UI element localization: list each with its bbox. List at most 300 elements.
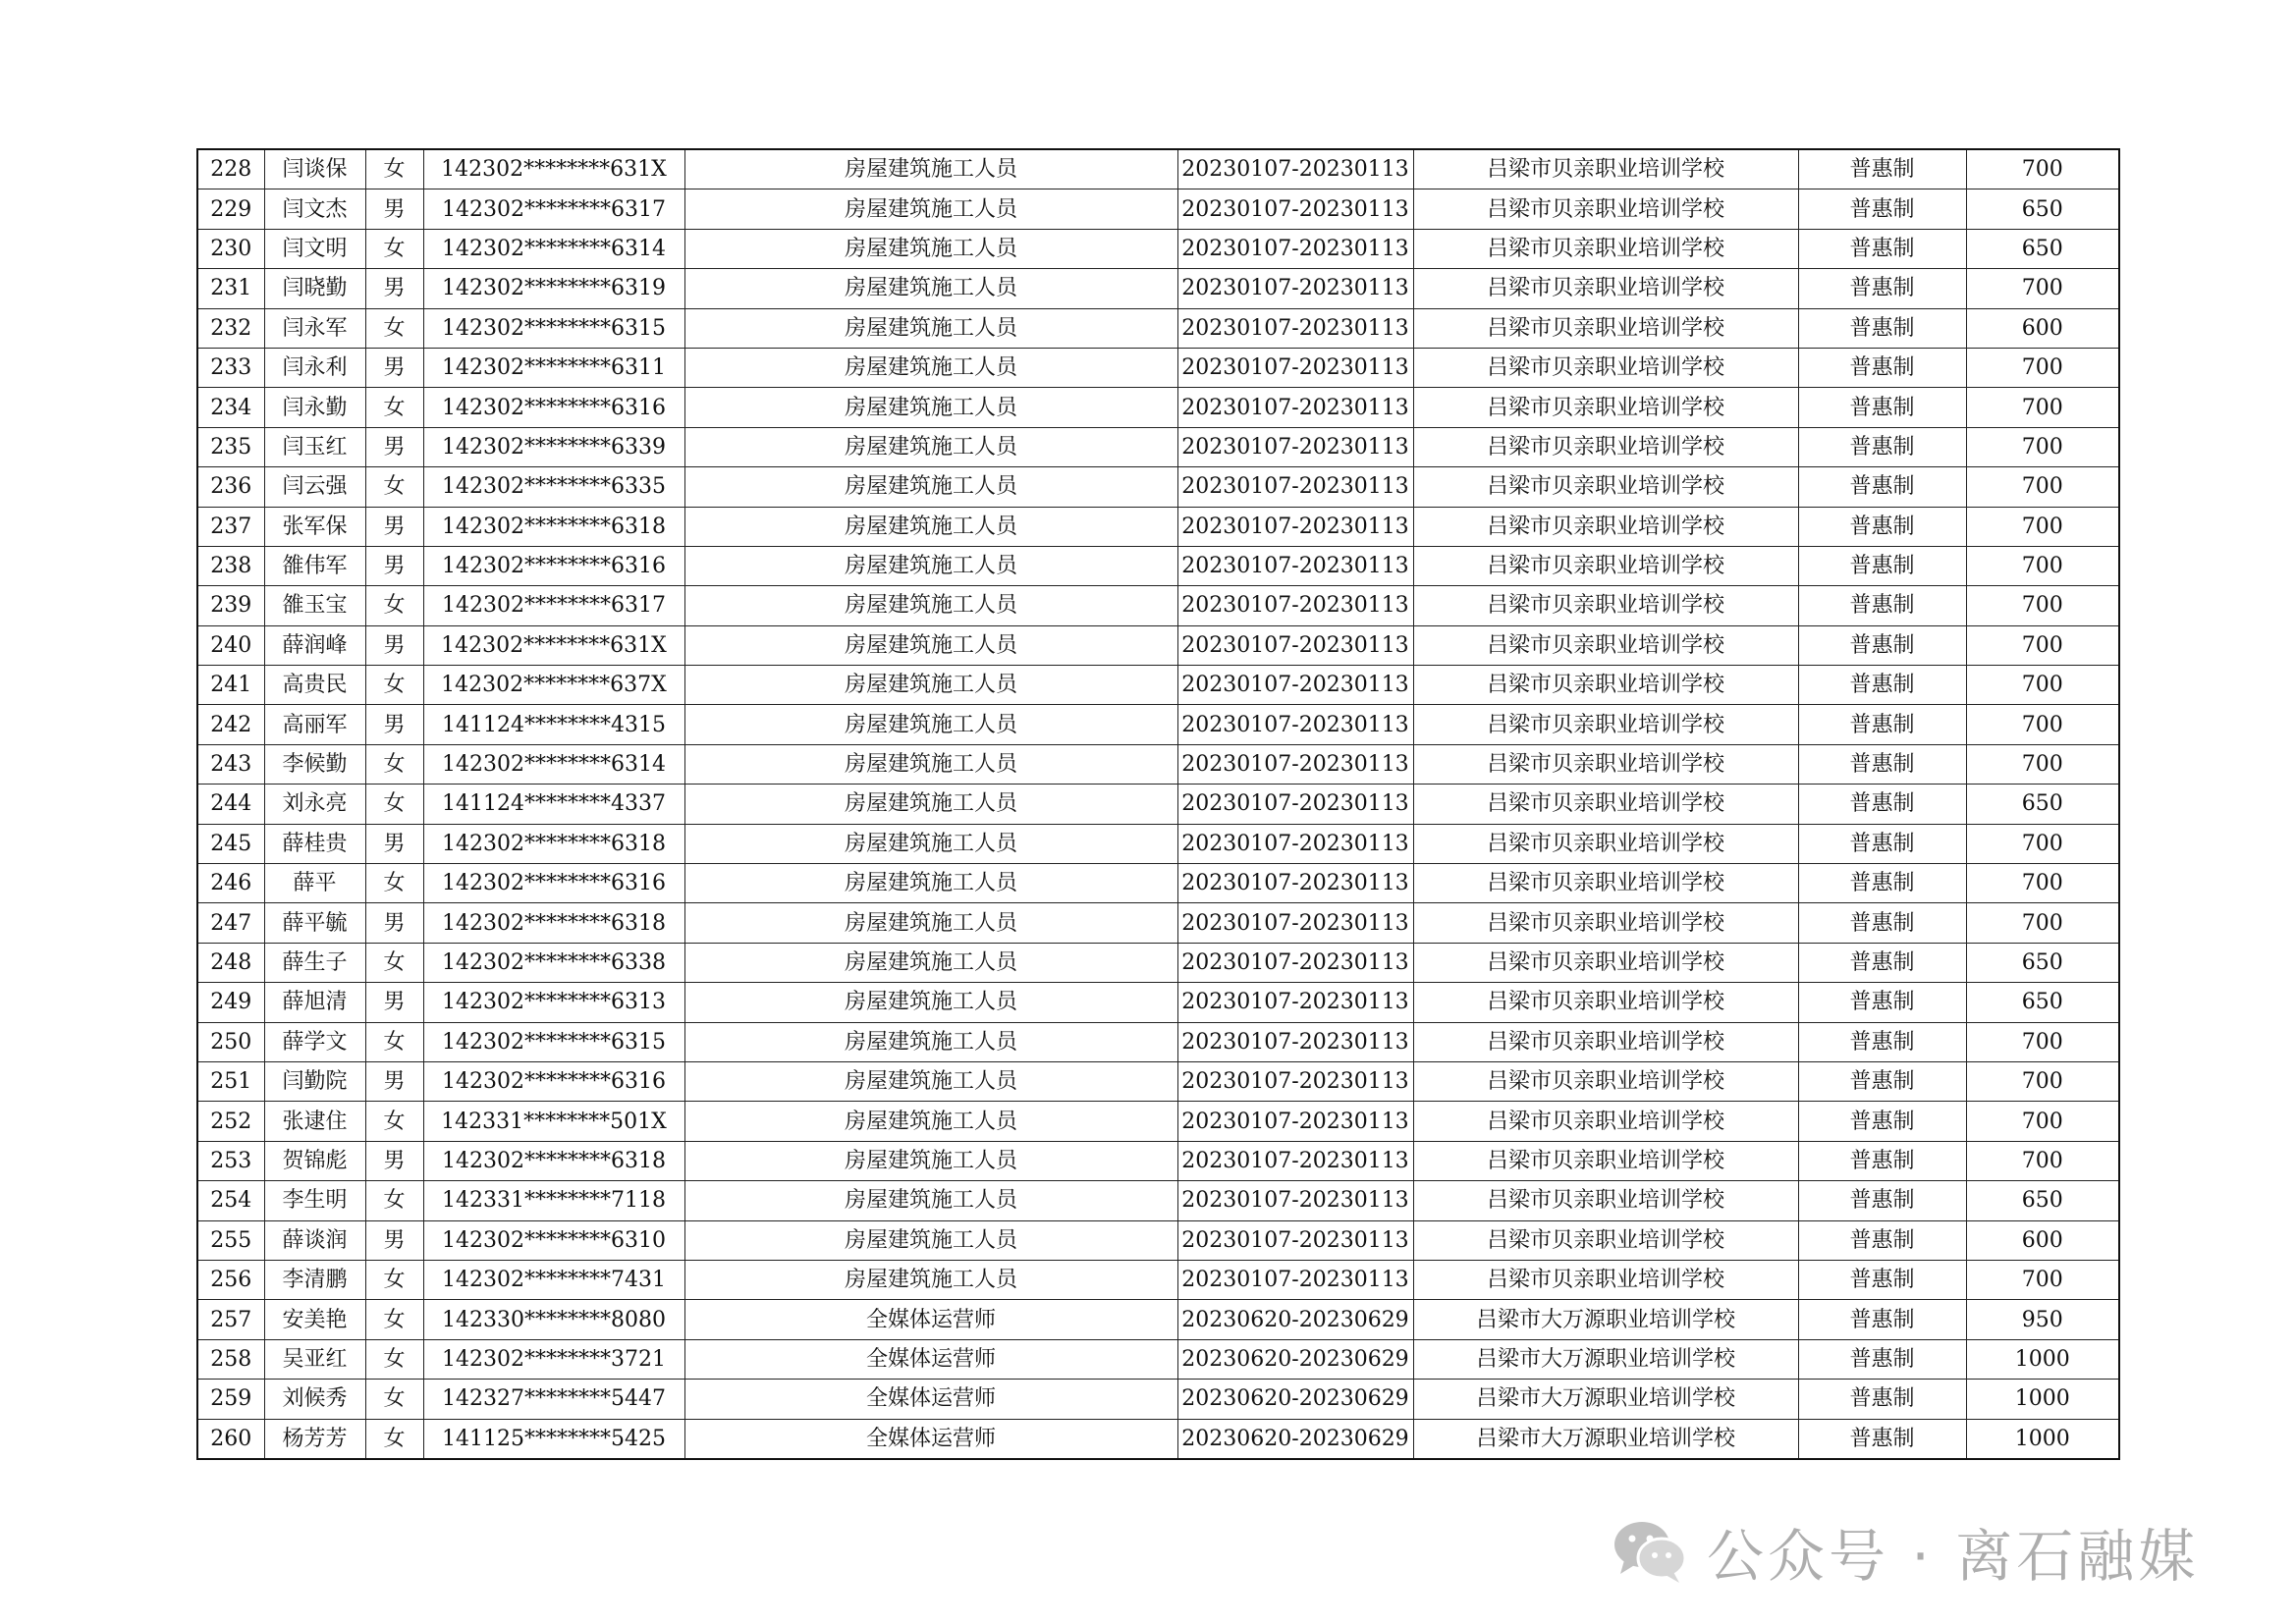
row-number-cell: 230 [197,229,264,268]
training-period-cell: 20230107-20230113 [1177,1220,1413,1260]
training-period-cell: 20230107-20230113 [1177,943,1413,982]
gender-cell: 女 [365,1380,423,1419]
name-cell: 张逮住 [264,1102,365,1141]
table-row [197,388,2119,427]
table-row [197,348,2119,387]
training-period-cell: 20230620-20230629 [1177,1339,1413,1379]
gender-cell: 女 [365,1102,423,1141]
id-number-cell: 142327********5447 [423,1380,684,1419]
training-school-cell: 吕梁市大万源职业培训学校 [1413,1380,1798,1419]
row-number-cell: 258 [197,1339,264,1379]
row-number-cell: 245 [197,824,264,863]
name-cell: 薛旭清 [264,983,365,1022]
occupation-cell: 房屋建筑施工人员 [684,824,1177,863]
occupation-cell: 房屋建筑施工人员 [684,785,1177,824]
name-cell: 李生明 [264,1181,365,1220]
gender-cell: 男 [365,189,423,229]
subsidy-amount-cell: 700 [1966,1141,2119,1180]
occupation-cell: 房屋建筑施工人员 [684,308,1177,348]
training-period-cell: 20230107-20230113 [1177,507,1413,546]
subsidy-amount-cell: 950 [1966,1300,2119,1339]
training-school-cell: 吕梁市贝亲职业培训学校 [1413,666,1798,705]
id-number-cell: 142302********6316 [423,864,684,903]
occupation-cell: 房屋建筑施工人员 [684,427,1177,466]
subsidy-amount-cell: 700 [1966,864,2119,903]
name-cell: 薛生子 [264,943,365,982]
training-period-cell: 20230107-20230113 [1177,308,1413,348]
subsidy-type-cell: 普惠制 [1798,1220,1966,1260]
subsidy-type-cell: 普惠制 [1798,1260,1966,1299]
subsidy-amount-cell: 700 [1966,586,2119,625]
training-school-cell: 吕梁市贝亲职业培训学校 [1413,785,1798,824]
training-period-cell: 20230107-20230113 [1177,983,1413,1022]
subsidy-amount-cell: 700 [1966,666,2119,705]
row-number-cell: 240 [197,625,264,665]
training-school-cell: 吕梁市贝亲职业培训学校 [1413,744,1798,784]
occupation-cell: 房屋建筑施工人员 [684,705,1177,744]
training-period-cell: 20230107-20230113 [1177,427,1413,466]
training-school-cell: 吕梁市大万源职业培训学校 [1413,1339,1798,1379]
subsidy-type-cell: 普惠制 [1798,1181,1966,1220]
training-school-cell: 吕梁市贝亲职业培训学校 [1413,1022,1798,1061]
table-row [197,1022,2119,1061]
occupation-cell: 房屋建筑施工人员 [684,1102,1177,1141]
gender-cell: 女 [365,308,423,348]
occupation-cell: 房屋建筑施工人员 [684,1022,1177,1061]
occupation-cell: 房屋建筑施工人员 [684,943,1177,982]
row-number-cell: 250 [197,1022,264,1061]
gender-cell: 女 [365,666,423,705]
row-number-cell: 243 [197,744,264,784]
training-period-cell: 20230107-20230113 [1177,269,1413,308]
id-number-cell: 141124********4315 [423,705,684,744]
id-number-cell: 142302********631X [423,625,684,665]
id-number-cell: 142302********6317 [423,586,684,625]
training-period-cell: 20230107-20230113 [1177,1260,1413,1299]
training-period-cell: 20230107-20230113 [1177,149,1413,189]
subsidy-type-cell: 普惠制 [1798,149,1966,189]
subsidy-type-cell: 普惠制 [1798,269,1966,308]
training-school-cell: 吕梁市贝亲职业培训学校 [1413,903,1798,943]
training-period-cell: 20230107-20230113 [1177,1102,1413,1141]
row-number-cell: 241 [197,666,264,705]
name-cell: 薛谈润 [264,1220,365,1260]
training-period-cell: 20230107-20230113 [1177,229,1413,268]
name-cell: 闫文杰 [264,189,365,229]
training-period-cell: 20230107-20230113 [1177,824,1413,863]
occupation-cell: 房屋建筑施工人员 [684,149,1177,189]
occupation-cell: 房屋建筑施工人员 [684,269,1177,308]
training-period-cell: 20230107-20230113 [1177,705,1413,744]
training-school-cell: 吕梁市贝亲职业培训学校 [1413,824,1798,863]
table-body [197,149,2119,1459]
row-number-cell: 253 [197,1141,264,1180]
subsidy-amount-cell: 700 [1966,1260,2119,1299]
table-row [197,308,2119,348]
table-row [197,269,2119,308]
id-number-cell: 142302********6317 [423,189,684,229]
gender-cell: 女 [365,1181,423,1220]
subsidy-type-cell: 普惠制 [1798,229,1966,268]
table-row [197,1339,2119,1379]
subsidy-type-cell: 普惠制 [1798,1102,1966,1141]
gender-cell: 女 [365,864,423,903]
occupation-cell: 房屋建筑施工人员 [684,744,1177,784]
name-cell: 薛平 [264,864,365,903]
row-number-cell: 249 [197,983,264,1022]
id-number-cell: 142302********631X [423,149,684,189]
occupation-cell: 房屋建筑施工人员 [684,666,1177,705]
subsidy-amount-cell: 600 [1966,308,2119,348]
occupation-cell: 房屋建筑施工人员 [684,903,1177,943]
name-cell: 闫永军 [264,308,365,348]
name-cell: 闫永利 [264,348,365,387]
training-school-cell: 吕梁市贝亲职业培训学校 [1413,1061,1798,1101]
gender-cell: 男 [365,824,423,863]
subsidy-amount-cell: 700 [1966,427,2119,466]
row-number-cell: 254 [197,1181,264,1220]
subsidy-type-cell: 普惠制 [1798,824,1966,863]
gender-cell: 女 [365,229,423,268]
subsidy-amount-cell: 1000 [1966,1419,2119,1459]
subsidy-type-cell: 普惠制 [1798,744,1966,784]
subsidy-type-cell: 普惠制 [1798,1022,1966,1061]
table-row [197,1419,2119,1459]
subsidy-amount-cell: 650 [1966,189,2119,229]
name-cell: 刘候秀 [264,1380,365,1419]
occupation-cell: 全媒体运营师 [684,1380,1177,1419]
table-row [197,744,2119,784]
occupation-cell: 房屋建筑施工人员 [684,189,1177,229]
subsidy-type-cell: 普惠制 [1798,467,1966,507]
row-number-cell: 238 [197,546,264,585]
subsidy-amount-cell: 700 [1966,1061,2119,1101]
training-period-cell: 20230107-20230113 [1177,467,1413,507]
subsidy-amount-cell: 700 [1966,824,2119,863]
name-cell: 薛润峰 [264,625,365,665]
subsidy-amount-cell: 700 [1966,507,2119,546]
name-cell: 安美艳 [264,1300,365,1339]
subsidy-type-cell: 普惠制 [1798,189,1966,229]
row-number-cell: 246 [197,864,264,903]
subsidy-type-cell: 普惠制 [1798,1419,1966,1459]
occupation-cell: 房屋建筑施工人员 [684,348,1177,387]
id-number-cell: 141125********5425 [423,1419,684,1459]
table-row [197,1102,2119,1141]
gender-cell: 女 [365,1300,423,1339]
name-cell: 闫玉红 [264,427,365,466]
training-period-cell: 20230107-20230113 [1177,864,1413,903]
row-number-cell: 239 [197,586,264,625]
table-row [197,189,2119,229]
gender-cell: 男 [365,427,423,466]
occupation-cell: 全媒体运营师 [684,1419,1177,1459]
name-cell: 李清鹏 [264,1260,365,1299]
table-row [197,903,2119,943]
name-cell: 张军保 [264,507,365,546]
training-school-cell: 吕梁市贝亲职业培训学校 [1413,149,1798,189]
gender-cell: 女 [365,943,423,982]
id-number-cell: 142302********6310 [423,1220,684,1260]
gender-cell: 女 [365,149,423,189]
name-cell: 杨芳芳 [264,1419,365,1459]
training-period-cell: 20230107-20230113 [1177,1141,1413,1180]
subsidy-type-cell: 普惠制 [1798,705,1966,744]
occupation-cell: 房屋建筑施工人员 [684,388,1177,427]
gender-cell: 女 [365,1419,423,1459]
subsidy-type-cell: 普惠制 [1798,507,1966,546]
id-number-cell: 142302********637X [423,666,684,705]
subsidy-type-cell: 普惠制 [1798,1061,1966,1101]
name-cell: 闫晓勤 [264,269,365,308]
name-cell: 闫文明 [264,229,365,268]
gender-cell: 女 [365,744,423,784]
subsidy-amount-cell: 650 [1966,785,2119,824]
gender-cell: 男 [365,1220,423,1260]
training-school-cell: 吕梁市贝亲职业培训学校 [1413,1102,1798,1141]
table-row [197,1220,2119,1260]
training-school-cell: 吕梁市贝亲职业培训学校 [1413,269,1798,308]
row-number-cell: 232 [197,308,264,348]
table-row [197,1300,2119,1339]
row-number-cell: 233 [197,348,264,387]
table-row [197,1380,2119,1419]
name-cell: 雒玉宝 [264,586,365,625]
subsidy-amount-cell: 600 [1966,1220,2119,1260]
row-number-cell: 237 [197,507,264,546]
row-number-cell: 259 [197,1380,264,1419]
occupation-cell: 房屋建筑施工人员 [684,586,1177,625]
subsidy-amount-cell: 700 [1966,625,2119,665]
occupation-cell: 房屋建筑施工人员 [684,1141,1177,1180]
id-number-cell: 142302********6316 [423,388,684,427]
row-number-cell: 229 [197,189,264,229]
training-period-cell: 20230107-20230113 [1177,785,1413,824]
gender-cell: 男 [365,546,423,585]
name-cell: 薛学文 [264,1022,365,1061]
training-school-cell: 吕梁市贝亲职业培训学校 [1413,229,1798,268]
subsidy-type-cell: 普惠制 [1798,1300,1966,1339]
training-school-cell: 吕梁市贝亲职业培训学校 [1413,546,1798,585]
training-school-cell: 吕梁市贝亲职业培训学校 [1413,625,1798,665]
subsidy-amount-cell: 700 [1966,903,2119,943]
occupation-cell: 房屋建筑施工人员 [684,1260,1177,1299]
gender-cell: 女 [365,1260,423,1299]
subsidy-table [196,148,2120,1460]
gender-cell: 男 [365,507,423,546]
id-number-cell: 142331********7118 [423,1181,684,1220]
training-school-cell: 吕梁市大万源职业培训学校 [1413,1300,1798,1339]
id-number-cell: 142302********6318 [423,824,684,863]
id-number-cell: 142302********6338 [423,943,684,982]
row-number-cell: 234 [197,388,264,427]
training-school-cell: 吕梁市贝亲职业培训学校 [1413,348,1798,387]
occupation-cell: 房屋建筑施工人员 [684,625,1177,665]
training-school-cell: 吕梁市贝亲职业培训学校 [1413,467,1798,507]
id-number-cell: 142302********6318 [423,1141,684,1180]
name-cell: 高丽军 [264,705,365,744]
subsidy-amount-cell: 700 [1966,546,2119,585]
subsidy-type-cell: 普惠制 [1798,864,1966,903]
name-cell: 李候勤 [264,744,365,784]
table-row [197,1260,2119,1299]
table-row [197,467,2119,507]
occupation-cell: 房屋建筑施工人员 [684,507,1177,546]
table-row [197,666,2119,705]
table-row [197,427,2119,466]
subsidy-type-cell: 普惠制 [1798,625,1966,665]
table-row [197,864,2119,903]
subsidy-type-cell: 普惠制 [1798,666,1966,705]
gender-cell: 女 [365,467,423,507]
row-number-cell: 252 [197,1102,264,1141]
subsidy-amount-cell: 700 [1966,269,2119,308]
row-number-cell: 256 [197,1260,264,1299]
row-number-cell: 255 [197,1220,264,1260]
gender-cell: 男 [365,705,423,744]
table-row [197,1181,2119,1220]
training-school-cell: 吕梁市贝亲职业培训学校 [1413,507,1798,546]
name-cell: 闫勤院 [264,1061,365,1101]
id-number-cell: 142302********6311 [423,348,684,387]
id-number-cell: 142302********6339 [423,427,684,466]
table-row [197,983,2119,1022]
table-row [197,824,2119,863]
training-school-cell: 吕梁市贝亲职业培训学校 [1413,1260,1798,1299]
gender-cell: 男 [365,269,423,308]
training-school-cell: 吕梁市贝亲职业培训学校 [1413,427,1798,466]
subsidy-amount-cell: 650 [1966,943,2119,982]
subsidy-amount-cell: 700 [1966,744,2119,784]
row-number-cell: 260 [197,1419,264,1459]
name-cell: 闫云强 [264,467,365,507]
id-number-cell: 142302********6315 [423,1022,684,1061]
id-number-cell: 142302********3721 [423,1339,684,1379]
name-cell: 薛桂贵 [264,824,365,863]
id-number-cell: 142302********7431 [423,1260,684,1299]
training-school-cell: 吕梁市贝亲职业培训学校 [1413,388,1798,427]
training-period-cell: 20230107-20230113 [1177,546,1413,585]
id-number-cell: 142302********6335 [423,467,684,507]
occupation-cell: 全媒体运营师 [684,1339,1177,1379]
training-school-cell: 吕梁市贝亲职业培训学校 [1413,705,1798,744]
subsidy-type-cell: 普惠制 [1798,388,1966,427]
name-cell: 高贵民 [264,666,365,705]
subsidy-type-cell: 普惠制 [1798,546,1966,585]
subsidy-amount-cell: 700 [1966,467,2119,507]
id-number-cell: 142302********6314 [423,229,684,268]
training-school-cell: 吕梁市大万源职业培训学校 [1413,1419,1798,1459]
subsidy-type-cell: 普惠制 [1798,348,1966,387]
training-period-cell: 20230107-20230113 [1177,586,1413,625]
gender-cell: 女 [365,1022,423,1061]
gender-cell: 男 [365,1141,423,1180]
subsidy-amount-cell: 700 [1966,388,2119,427]
gender-cell: 女 [365,785,423,824]
training-school-cell: 吕梁市贝亲职业培训学校 [1413,983,1798,1022]
subsidy-amount-cell: 650 [1966,983,2119,1022]
table-row [197,705,2119,744]
id-number-cell: 142302********6319 [423,269,684,308]
occupation-cell: 房屋建筑施工人员 [684,546,1177,585]
subsidy-type-cell: 普惠制 [1798,1141,1966,1180]
subsidy-type-cell: 普惠制 [1798,586,1966,625]
subsidy-type-cell: 普惠制 [1798,943,1966,982]
row-number-cell: 257 [197,1300,264,1339]
training-school-cell: 吕梁市贝亲职业培训学校 [1413,1220,1798,1260]
training-period-cell: 20230620-20230629 [1177,1419,1413,1459]
id-number-cell: 142302********6316 [423,1061,684,1101]
subsidy-amount-cell: 650 [1966,229,2119,268]
id-number-cell: 142330********8080 [423,1300,684,1339]
subsidy-type-cell: 普惠制 [1798,1339,1966,1379]
table-row [197,507,2119,546]
table-row [197,149,2119,189]
name-cell: 闫永勤 [264,388,365,427]
table-row [197,1141,2119,1180]
training-school-cell: 吕梁市贝亲职业培训学校 [1413,189,1798,229]
gender-cell: 女 [365,586,423,625]
training-period-cell: 20230107-20230113 [1177,625,1413,665]
row-number-cell: 235 [197,427,264,466]
subsidy-amount-cell: 700 [1966,1102,2119,1141]
occupation-cell: 房屋建筑施工人员 [684,1220,1177,1260]
training-period-cell: 20230620-20230629 [1177,1300,1413,1339]
row-number-cell: 236 [197,467,264,507]
training-school-cell: 吕梁市贝亲职业培训学校 [1413,1141,1798,1180]
training-school-cell: 吕梁市贝亲职业培训学校 [1413,308,1798,348]
occupation-cell: 房屋建筑施工人员 [684,1181,1177,1220]
id-number-cell: 142302********6318 [423,903,684,943]
row-number-cell: 244 [197,785,264,824]
subsidy-type-cell: 普惠制 [1798,308,1966,348]
name-cell: 刘永亮 [264,785,365,824]
table-row [197,229,2119,268]
id-number-cell: 142302********6314 [423,744,684,784]
row-number-cell: 248 [197,943,264,982]
table-row [197,586,2119,625]
subsidy-amount-cell: 1000 [1966,1380,2119,1419]
training-period-cell: 20230107-20230113 [1177,666,1413,705]
id-number-cell: 141124********4337 [423,785,684,824]
name-cell: 吴亚红 [264,1339,365,1379]
occupation-cell: 全媒体运营师 [684,1300,1177,1339]
name-cell: 雒伟军 [264,546,365,585]
row-number-cell: 251 [197,1061,264,1101]
row-number-cell: 242 [197,705,264,744]
training-period-cell: 20230107-20230113 [1177,348,1413,387]
gender-cell: 男 [365,348,423,387]
training-period-cell: 20230107-20230113 [1177,1022,1413,1061]
row-number-cell: 231 [197,269,264,308]
row-number-cell: 228 [197,149,264,189]
name-cell: 贺锦彪 [264,1141,365,1180]
subsidy-amount-cell: 700 [1966,348,2119,387]
wechat-icon [1611,1517,1689,1586]
training-period-cell: 20230107-20230113 [1177,388,1413,427]
subsidy-amount-cell: 650 [1966,1181,2119,1220]
gender-cell: 男 [365,625,423,665]
gender-cell: 女 [365,388,423,427]
occupation-cell: 房屋建筑施工人员 [684,229,1177,268]
subsidy-type-cell: 普惠制 [1798,903,1966,943]
occupation-cell: 房屋建筑施工人员 [684,864,1177,903]
training-period-cell: 20230107-20230113 [1177,744,1413,784]
training-school-cell: 吕梁市贝亲职业培训学校 [1413,586,1798,625]
id-number-cell: 142302********6315 [423,308,684,348]
gender-cell: 女 [365,1339,423,1379]
name-cell: 闫谈保 [264,149,365,189]
